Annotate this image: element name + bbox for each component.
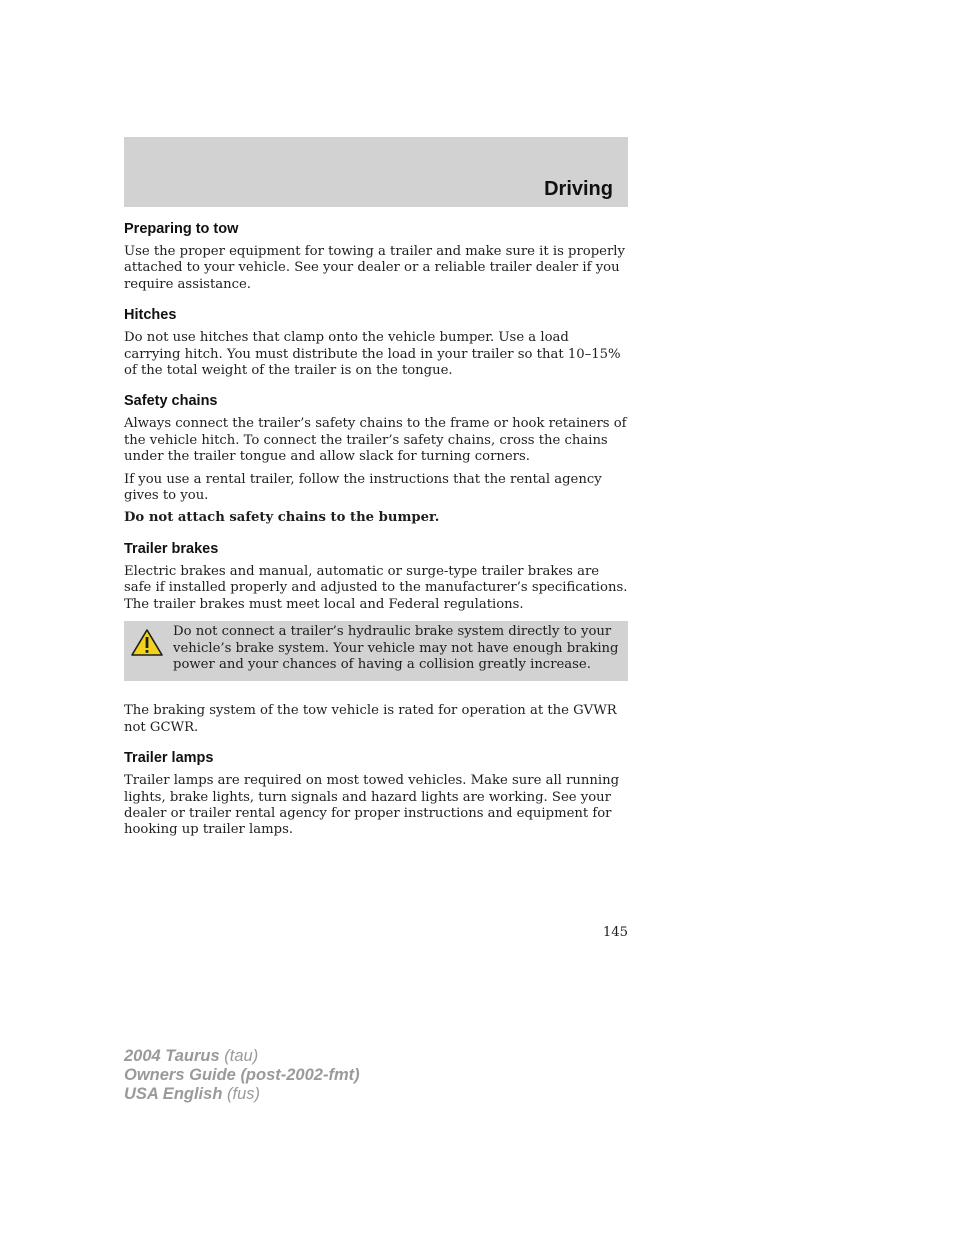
section-header-band	[124, 137, 628, 207]
paragraph-trailer-lamps: Trailer lamps are required on most towed vehicles. Make sure all running lights, brake lights, turn signals and hazard lights are working. See your dealer or trailer rental agency for proper instructions and equipment for hooking up trailer lamps.	[124, 773, 620, 838]
footer-line-1	[124, 1047, 360, 1066]
warning-text: Do not connect a trailer’s hydraulic brake system directly to your vehicle’s brake system. Your vehicle may not have enough braking power and your chances of having a collision greatly increase.	[173, 624, 619, 672]
footer-model: 2004 Taurus	[124, 1047, 220, 1065]
paragraph-trailer-brakes-2: The braking system of the tow vehicle is rated for operation at the GVWR not GCWR.	[124, 703, 617, 735]
page-number: 145	[602, 925, 628, 940]
heading-trailer-brakes: Trailer brakes	[124, 540, 219, 557]
footer-guide: Owners Guide (post-2002-fmt)	[124, 1066, 360, 1084]
paragraph-safety-chains-2: If you use a rental trailer, follow the instructions that the rental agency gives to you.	[124, 471, 602, 504]
warning-triangle-icon	[130, 628, 164, 658]
paragraph-preparing-to-tow: Use the proper equipment for towing a trailer and make sure it is properly attached to your vehicle. See your dealer or a reliable trailer dealer if you require assistance.	[124, 244, 625, 292]
heading-safety-chains: Safety chains	[124, 393, 218, 410]
heading-hitches: Hitches	[124, 307, 177, 324]
paragraph-trailer-brakes-1: Electric brakes and manual, automatic or surge-type trailer brakes are safe if installed properly and adjusted to the manufacturer’s specifications. The trailer brakes must meet local and Federal regulations.	[124, 563, 628, 612]
footer-line-3	[124, 1085, 360, 1104]
safety-chains-bold-note: Do not attach safety chains to the bumper.	[124, 510, 440, 526]
page-content	[124, 219, 628, 845]
paragraph-hitches: Do not use hitches that clamp onto the vehicle bumper. Use a load carrying hitch. You must distribute the load in your trailer so that 10–15% of the total weight of the trailer is on the tongue.	[124, 330, 621, 379]
section-title: Driving	[544, 178, 613, 200]
heading-trailer-lamps: Trailer lamps	[124, 750, 214, 767]
document-footer	[124, 1047, 360, 1104]
warning-box	[124, 621, 628, 681]
heading-preparing-to-tow: Preparing to tow	[124, 221, 239, 237]
footer-line-2	[124, 1066, 360, 1085]
footer-model-code: (tau)	[224, 1047, 259, 1065]
footer-language: USA English	[124, 1085, 223, 1103]
paragraph-safety-chains-1: Always connect the trailer’s safety chains to the frame or hook retainers of the vehicle hitch. To connect the trailer’s safety chains, cross the chains under the trailer tongue and allow slack for turning corners.	[124, 416, 627, 465]
footer-language-code: (fus)	[227, 1085, 260, 1103]
